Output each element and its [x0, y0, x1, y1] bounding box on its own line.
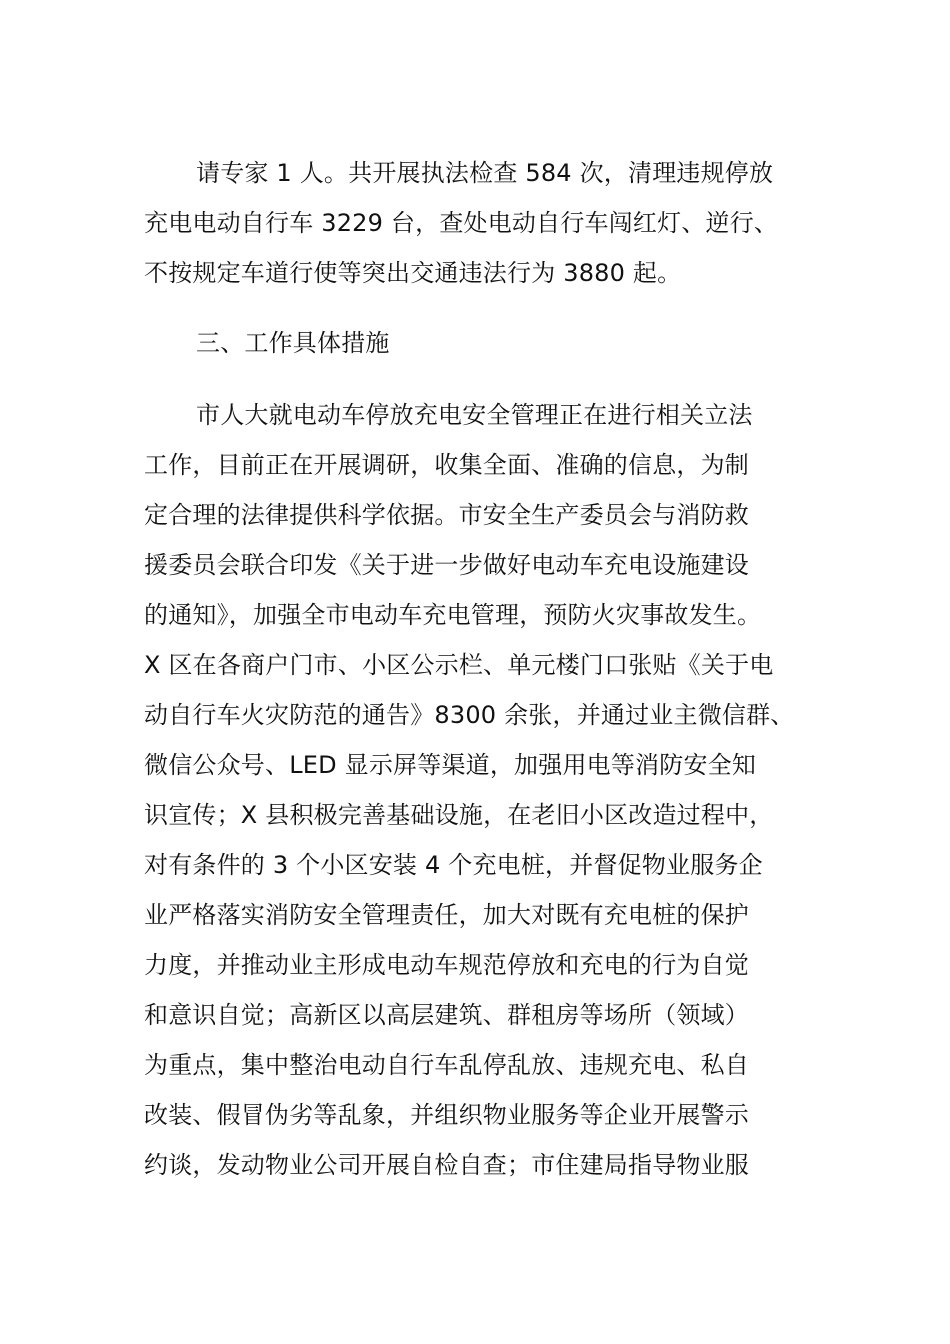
- paragraph-line: 改装、假冒伪劣等乱象，并组织物业服务等企业开展警示: [144, 1101, 749, 1129]
- paragraph-line: 微信公众号、LED 显示屏等渠道，加强用电等消防安全知: [144, 751, 757, 779]
- paragraph-line: 工作，目前正在开展调研，收集全面、准确的信息，为制: [144, 451, 749, 479]
- paragraph-line: 对有条件的 3 个小区安装 4 个充电桩，并督促物业服务企: [144, 851, 763, 879]
- paragraph-line: 动自行车火灾防范的通告》8300 余张，并通过业主微信群、: [144, 701, 795, 729]
- paragraph-line: 援委员会联合印发《关于进一步做好电动车充电设施建设: [144, 551, 749, 579]
- paragraph-line: 识宣传；X 县积极完善基础设施，在老旧小区改造过程中，: [144, 801, 774, 829]
- paragraph-line: 不按规定车道行使等突出交通违法行为 3880 起。: [144, 259, 682, 287]
- paragraph-line: 力度，并推动业主形成电动车规范停放和充电的行为自觉: [144, 951, 749, 979]
- paragraph-line: X 区在各商户门市、小区公示栏、单元楼门口张贴《关于电: [144, 651, 774, 679]
- paragraph-line: 的通知》，加强全市电动车充电管理，预防火灾事故发生。: [144, 601, 762, 629]
- paragraph-line: 充电电动自行车 3229 台，查处电动自行车闯红灯、逆行、: [144, 209, 779, 237]
- paragraph-line: 请专家 1 人。共开展执法检查 584 次，清理违规停放: [196, 159, 774, 187]
- paragraph-line: 定合理的法律提供科学依据。市安全生产委员会与消防救: [144, 501, 749, 529]
- paragraph-line: 约谈，发动物业公司开展自检自查；市住建局指导物业服: [144, 1151, 749, 1179]
- paragraph-line: 市人大就电动车停放充电安全管理正在进行相关立法: [196, 401, 753, 429]
- section-heading: 三、工作具体措施: [196, 329, 390, 357]
- paragraph-line: 业严格落实消防安全管理责任，加大对既有充电桩的保护: [144, 901, 749, 929]
- paragraph-line: 和意识自觉；高新区以高层建筑、群租房等场所（领域）: [144, 1001, 749, 1029]
- paragraph-line: 为重点，集中整治电动自行车乱停乱放、违规充电、私自: [144, 1051, 749, 1079]
